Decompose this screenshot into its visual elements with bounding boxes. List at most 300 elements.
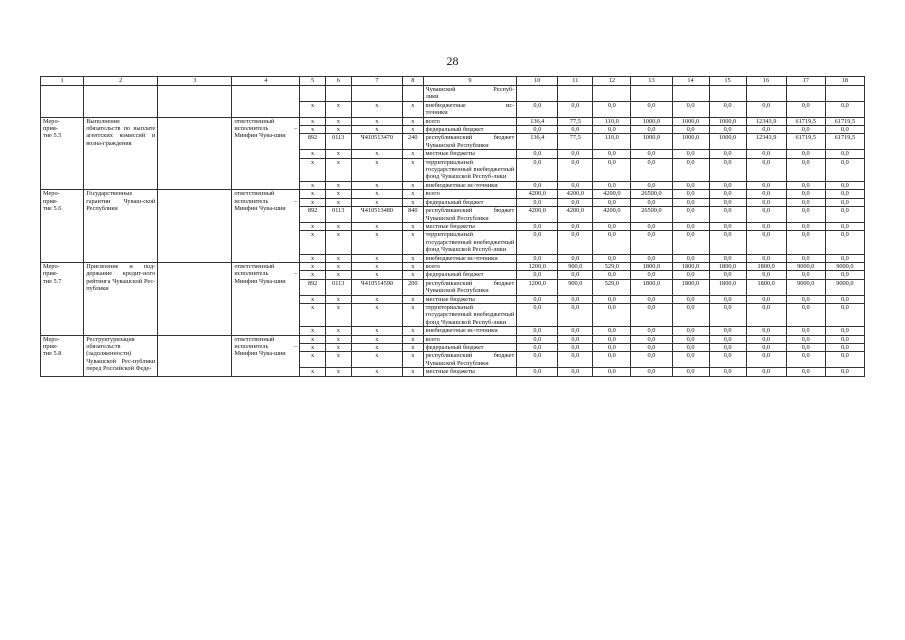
amount-cell: 0,0	[825, 254, 864, 262]
amount-cell: 0,0	[672, 254, 709, 262]
target-code: x	[351, 126, 402, 134]
grbs-code: x	[300, 368, 326, 376]
expense-type: x	[403, 271, 424, 279]
empty-cell	[158, 262, 232, 335]
measure-name: Государственные гарантии Чуваш-ской Республики	[84, 190, 158, 263]
responsible-executor: ответственный исполнитель – Минфин Чува-шии	[232, 262, 300, 335]
expense-type: 200	[403, 279, 424, 295]
amount-cell: 0,0	[558, 303, 593, 326]
budget-source: республиканский бюджет Чувашской Республики	[423, 352, 517, 368]
amount-cell: 0,0	[558, 327, 593, 335]
expense-type: x	[403, 150, 424, 158]
section-code: x	[325, 126, 351, 134]
section-code: 0113	[325, 134, 351, 150]
amount-cell: 1000,0	[709, 134, 746, 150]
amount-cell: 0,0	[709, 368, 746, 376]
amount-cell: 0,0	[825, 327, 864, 335]
empty-cell	[631, 86, 672, 102]
expense-type: x	[403, 222, 424, 230]
amount-cell: 0,0	[825, 126, 864, 134]
continuation-row	[41, 86, 865, 102]
column-number: 9	[423, 77, 517, 86]
amount-cell: 0,0	[517, 181, 558, 189]
empty-cell	[158, 101, 232, 117]
amount-cell: 0,0	[558, 368, 593, 376]
amount-cell: 0,0	[672, 271, 709, 279]
amount-cell: 0,0	[593, 271, 631, 279]
amount-cell: 1000,0	[631, 117, 672, 125]
grbs-code: x	[300, 231, 326, 254]
table-row	[41, 335, 865, 343]
section-code: x	[325, 181, 351, 189]
column-number: 8	[403, 77, 424, 86]
grbs-code: x	[300, 271, 326, 279]
amount-cell: 0,0	[786, 231, 825, 254]
amount-cell: 0,0	[709, 190, 746, 198]
column-number: 12	[593, 77, 631, 86]
amount-cell: 0,0	[786, 158, 825, 181]
budget-source: республиканский бюджет Чувашской Республики	[423, 279, 517, 295]
amount-cell: 0,0	[746, 271, 786, 279]
section-code: x	[325, 254, 351, 262]
grbs-code: x	[300, 262, 326, 270]
amount-cell: 0,0	[709, 295, 746, 303]
column-number: 5	[300, 77, 326, 86]
budget-source: республиканский бюджет Чувашской Республики	[423, 207, 517, 223]
grbs-code: x	[300, 101, 326, 117]
amount-cell: 0,0	[631, 327, 672, 335]
column-number: 17	[786, 77, 825, 86]
amount-cell: 0,0	[672, 198, 709, 206]
empty-cell	[825, 86, 864, 102]
section-code: x	[325, 101, 351, 117]
empty-cell	[325, 86, 351, 102]
expense-type: x	[403, 344, 424, 352]
amount-cell: 0,0	[631, 335, 672, 343]
amount-cell: 0,0	[786, 198, 825, 206]
section-code: x	[325, 198, 351, 206]
amount-cell: 0,0	[825, 198, 864, 206]
continuation-row	[41, 101, 865, 117]
amount-cell: 0,0	[672, 303, 709, 326]
target-code: x	[351, 303, 402, 326]
column-number: 2	[84, 77, 158, 86]
amount-cell: 1200,0	[517, 262, 558, 270]
amount-cell: 1800,0	[746, 279, 786, 295]
amount-cell: 0,0	[746, 344, 786, 352]
budget-source: республиканский бюджет Чувашской Республики	[423, 134, 517, 150]
amount-cell: 0,0	[786, 254, 825, 262]
target-code: x	[351, 368, 402, 376]
section-code: x	[325, 262, 351, 270]
amount-cell: 0,0	[672, 207, 709, 223]
amount-cell: 1800,0	[709, 279, 746, 295]
amount-cell: 0,0	[746, 198, 786, 206]
amount-cell: 136,4	[517, 134, 558, 150]
amount-cell: 0,0	[593, 254, 631, 262]
budget-source: федеральный бюджет	[423, 344, 517, 352]
budget-source: всего	[423, 117, 517, 125]
amount-cell: 0,0	[786, 222, 825, 230]
target-code: x	[351, 158, 402, 181]
amount-cell: 0,0	[631, 303, 672, 326]
amount-cell: 4200,0	[517, 190, 558, 198]
amount-cell: 0,0	[593, 101, 631, 117]
amount-cell: 0,0	[672, 295, 709, 303]
grbs-code: x	[300, 181, 326, 189]
amount-cell: 0,0	[593, 198, 631, 206]
amount-cell: 0,0	[593, 327, 631, 335]
amount-cell: 0,0	[593, 126, 631, 134]
amount-cell: 0,0	[558, 231, 593, 254]
amount-cell: 0,0	[825, 271, 864, 279]
amount-cell: 0,0	[786, 126, 825, 134]
budget-source: федеральный бюджет	[423, 271, 517, 279]
amount-cell: 0,0	[631, 101, 672, 117]
empty-cell	[158, 86, 232, 102]
amount-cell: 0,0	[746, 126, 786, 134]
target-code: x	[351, 344, 402, 352]
amount-cell: 26500,0	[631, 207, 672, 223]
budget-source: местные бюджеты	[423, 295, 517, 303]
budget-source: федеральный бюджет	[423, 198, 517, 206]
empty-cell	[672, 86, 709, 102]
table-body	[41, 77, 865, 377]
expense-type: x	[403, 262, 424, 270]
budget-source: территориальный государственный внебюджетный фонд Чувашской Респуб-лики	[423, 231, 517, 254]
amount-cell: 0,0	[825, 335, 864, 343]
amount-cell: 0,0	[672, 222, 709, 230]
empty-cell	[232, 101, 300, 117]
amount-cell: 0,0	[517, 344, 558, 352]
amount-cell: 0,0	[631, 150, 672, 158]
amount-cell: 0,0	[593, 295, 631, 303]
amount-cell: 0,0	[558, 198, 593, 206]
table-row	[41, 190, 865, 198]
section-code: x	[325, 222, 351, 230]
amount-cell: 0,0	[517, 222, 558, 230]
expense-type: x	[403, 335, 424, 343]
amount-cell: 1800,0	[746, 262, 786, 270]
amount-cell: 0,0	[558, 271, 593, 279]
amount-cell: 0,0	[558, 150, 593, 158]
amount-cell: 0,0	[558, 126, 593, 134]
amount-cell: 0,0	[672, 344, 709, 352]
budget-source: всего	[423, 262, 517, 270]
empty-cell	[558, 86, 593, 102]
amount-cell: 0,0	[593, 150, 631, 158]
expense-type: x	[403, 126, 424, 134]
amount-cell: 12343,9	[746, 134, 786, 150]
amount-cell: 0,0	[746, 254, 786, 262]
amount-cell: 0,0	[709, 181, 746, 189]
expense-type: x	[403, 101, 424, 117]
amount-cell: 77,5	[558, 134, 593, 150]
amount-cell: 1800,0	[672, 262, 709, 270]
budget-source: местные бюджеты	[423, 222, 517, 230]
amount-cell: 0,0	[517, 198, 558, 206]
measure-name: Выполнение обязательств по выплате агентских комиссий и возна-граждения	[84, 117, 158, 190]
amount-cell: 0,0	[631, 352, 672, 368]
target-code: x	[351, 254, 402, 262]
measure-name: Присвоение и под-держание кредит-ного рейтинга Чувашской Рес-публики	[84, 262, 158, 335]
amount-cell: 1200,0	[517, 279, 558, 295]
empty-cell	[158, 335, 232, 376]
amount-cell: 0,0	[709, 150, 746, 158]
amount-cell: 0,0	[746, 150, 786, 158]
amount-cell: 0,0	[786, 303, 825, 326]
amount-cell: 0,0	[517, 303, 558, 326]
amount-cell: 0,0	[746, 158, 786, 181]
amount-cell: 0,0	[709, 254, 746, 262]
budget-table	[40, 76, 865, 377]
responsible-executor: ответственный исполнитель – Минфин Чува-шии	[232, 335, 300, 376]
section-code: x	[325, 352, 351, 368]
page-number: 28	[446, 54, 459, 68]
amount-cell: 0,0	[746, 181, 786, 189]
section-code: x	[325, 335, 351, 343]
column-number: 15	[709, 77, 746, 86]
grbs-code: 892	[300, 207, 326, 223]
amount-cell: 0,0	[631, 231, 672, 254]
amount-cell: 0,0	[709, 327, 746, 335]
target-code: x	[351, 101, 402, 117]
amount-cell: 529,0	[593, 279, 631, 295]
amount-cell: 0,0	[709, 101, 746, 117]
amount-cell: 0,0	[746, 368, 786, 376]
amount-cell: 0,0	[825, 181, 864, 189]
empty-cell	[746, 86, 786, 102]
amount-cell: 1000,0	[672, 134, 709, 150]
budget-source: внебюджетные ис-точники	[423, 327, 517, 335]
target-code: x	[351, 327, 402, 335]
section-code: x	[325, 295, 351, 303]
amount-cell: 0,0	[631, 222, 672, 230]
amount-cell: 0,0	[825, 207, 864, 223]
target-code: Ч410514590	[351, 279, 402, 295]
grbs-code: x	[300, 117, 326, 125]
column-number: 13	[631, 77, 672, 86]
amount-cell: 1800,0	[709, 262, 746, 270]
budget-source: местные бюджеты	[423, 368, 517, 376]
amount-cell: 4200,0	[558, 207, 593, 223]
amount-cell: 0,0	[672, 101, 709, 117]
empty-cell	[709, 86, 746, 102]
budget-source: внебюджетные ис-точники	[423, 181, 517, 189]
amount-cell: 0,0	[825, 295, 864, 303]
column-number: 11	[558, 77, 593, 86]
amount-cell: 0,0	[593, 368, 631, 376]
grbs-code: x	[300, 254, 326, 262]
amount-cell: 0,0	[631, 181, 672, 189]
expense-type: x	[403, 117, 424, 125]
empty-cell	[232, 86, 300, 102]
amount-cell: 0,0	[558, 158, 593, 181]
section-code: x	[325, 368, 351, 376]
amount-cell: 9000,0	[825, 262, 864, 270]
amount-cell: 0,0	[672, 190, 709, 198]
empty-cell	[84, 101, 158, 117]
amount-cell: 0,0	[825, 303, 864, 326]
amount-cell: 0,0	[825, 352, 864, 368]
target-code: x	[351, 181, 402, 189]
section-code: x	[325, 327, 351, 335]
empty-cell	[158, 190, 232, 263]
empty-cell	[351, 86, 402, 102]
amount-cell: 0,0	[746, 207, 786, 223]
amount-cell: 900,0	[558, 262, 593, 270]
expense-type: 240	[403, 134, 424, 150]
amount-cell: 0,0	[593, 303, 631, 326]
amount-cell: 0,0	[746, 101, 786, 117]
amount-cell: 61719,5	[786, 134, 825, 150]
amount-cell: 0,0	[825, 231, 864, 254]
column-number: 14	[672, 77, 709, 86]
budget-source: всего	[423, 335, 517, 343]
amount-cell: 0,0	[709, 198, 746, 206]
amount-cell: 0,0	[825, 222, 864, 230]
expense-type: x	[403, 352, 424, 368]
target-code: x	[351, 295, 402, 303]
empty-cell	[84, 86, 158, 102]
budget-source: федеральный бюджет	[423, 126, 517, 134]
grbs-code: x	[300, 126, 326, 134]
section-code: x	[325, 158, 351, 181]
amount-cell: 0,0	[786, 150, 825, 158]
amount-cell: 0,0	[786, 335, 825, 343]
column-number: 6	[325, 77, 351, 86]
target-code: x	[351, 262, 402, 270]
amount-cell: 0,0	[517, 126, 558, 134]
amount-cell: 4200,0	[558, 190, 593, 198]
amount-cell: 0,0	[709, 222, 746, 230]
amount-cell: 1800,0	[631, 262, 672, 270]
grbs-code: x	[300, 303, 326, 326]
amount-cell: 0,0	[786, 352, 825, 368]
amount-cell: 77,5	[558, 117, 593, 125]
amount-cell: 4200,0	[593, 190, 631, 198]
amount-cell: 1000,0	[672, 117, 709, 125]
amount-cell: 9000,0	[786, 279, 825, 295]
amount-cell: 0,0	[631, 344, 672, 352]
amount-cell: 0,0	[593, 222, 631, 230]
amount-cell: 0,0	[558, 254, 593, 262]
amount-cell: 0,0	[746, 303, 786, 326]
target-code: x	[351, 150, 402, 158]
empty-cell	[300, 86, 326, 102]
amount-cell: 61719,5	[786, 117, 825, 125]
amount-cell: 0,0	[517, 231, 558, 254]
column-number: 1	[41, 77, 84, 86]
grbs-code: x	[300, 150, 326, 158]
amount-cell: 61719,5	[825, 134, 864, 150]
measure-name: Реструктуризация обязательств (задолженности) Чувашской Рес-публики перед Российской Феде-	[84, 335, 158, 376]
amount-cell: 0,0	[786, 181, 825, 189]
column-number: 16	[746, 77, 786, 86]
expense-type: x	[403, 231, 424, 254]
amount-cell: 529,0	[593, 262, 631, 270]
amount-cell: 0,0	[517, 271, 558, 279]
amount-cell: 0,0	[672, 352, 709, 368]
amount-cell: 0,0	[558, 335, 593, 343]
amount-cell: 9000,0	[786, 262, 825, 270]
section-code: x	[325, 117, 351, 125]
amount-cell: 110,0	[593, 117, 631, 125]
amount-cell: 0,0	[517, 335, 558, 343]
amount-cell: 1000,0	[631, 134, 672, 150]
responsible-executor: ответственный исполнитель – Минфин Чува-шии	[232, 117, 300, 190]
amount-cell: 0,0	[746, 335, 786, 343]
amount-cell: 0,0	[558, 344, 593, 352]
empty-cell	[517, 86, 558, 102]
expense-type: x	[403, 368, 424, 376]
amount-cell: 0,0	[517, 158, 558, 181]
section-code: x	[325, 303, 351, 326]
responsible-executor: ответственный исполнитель – Минфин Чува-шии	[232, 190, 300, 263]
empty-cell	[158, 117, 232, 190]
amount-cell: 136,4	[517, 117, 558, 125]
amount-cell: 0,0	[631, 368, 672, 376]
measure-label: Меро- прия- тие 5.8	[41, 335, 84, 376]
amount-cell: 0,0	[786, 207, 825, 223]
section-code: x	[325, 150, 351, 158]
target-code: x	[351, 231, 402, 254]
column-number: 3	[158, 77, 232, 86]
amount-cell: 0,0	[786, 327, 825, 335]
expense-type: x	[403, 158, 424, 181]
amount-cell: 0,0	[517, 295, 558, 303]
amount-cell: 61719,5	[825, 117, 864, 125]
budget-source: территориальный государственный внебюджетный фонд Чувашской Респуб-лики	[423, 303, 517, 326]
amount-cell: 0,0	[709, 158, 746, 181]
table-row	[41, 262, 865, 270]
amount-cell: 0,0	[746, 295, 786, 303]
amount-cell: 0,0	[746, 222, 786, 230]
empty-cell	[41, 101, 84, 117]
amount-cell: 0,0	[709, 207, 746, 223]
budget-source: внебюджетные ис-точники	[423, 254, 517, 262]
target-code: x	[351, 117, 402, 125]
amount-cell: 0,0	[593, 158, 631, 181]
expense-type: x	[403, 190, 424, 198]
grbs-code: 892	[300, 279, 326, 295]
amount-cell: 0,0	[517, 327, 558, 335]
amount-cell: 0,0	[786, 368, 825, 376]
grbs-code: x	[300, 222, 326, 230]
grbs-code: x	[300, 158, 326, 181]
grbs-code: x	[300, 327, 326, 335]
amount-cell: 9000,0	[825, 279, 864, 295]
amount-cell: 0,0	[825, 190, 864, 198]
amount-cell: 0,0	[517, 101, 558, 117]
amount-cell: 0,0	[517, 254, 558, 262]
amount-cell: 0,0	[558, 295, 593, 303]
amount-cell: 4200,0	[517, 207, 558, 223]
amount-cell: 110,0	[593, 134, 631, 150]
section-code: 0113	[325, 207, 351, 223]
amount-cell: 0,0	[746, 231, 786, 254]
expense-type: 840	[403, 207, 424, 223]
amount-cell: 0,0	[558, 352, 593, 368]
amount-cell: 0,0	[593, 231, 631, 254]
table-row	[41, 117, 865, 125]
target-code: x	[351, 222, 402, 230]
amount-cell: 0,0	[631, 126, 672, 134]
amount-cell: 12343,9	[746, 117, 786, 125]
amount-cell: 0,0	[558, 181, 593, 189]
amount-cell: 0,0	[558, 101, 593, 117]
amount-cell: 0,0	[672, 327, 709, 335]
